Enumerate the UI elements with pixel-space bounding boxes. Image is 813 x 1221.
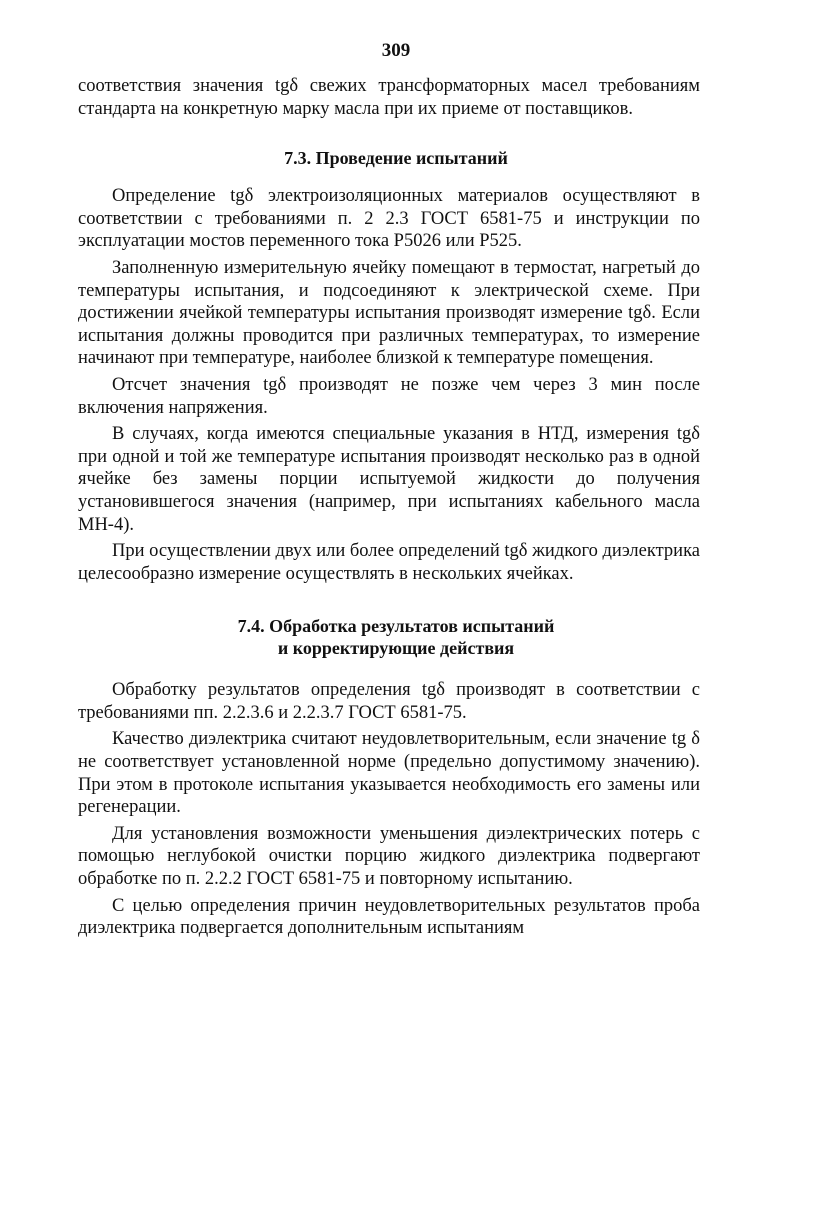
paragraph-7-3-3: Отсчет значения tgδ производят не позже чем через 3 мин после включения напряжения.: [78, 374, 700, 418]
intro-paragraph: соответствия значения tgδ свежих трансформаторных масел требованиям стандарта на конкретную марку масла при их приеме от поставщиков.: [78, 76, 700, 119]
document-page: [78, 40, 700, 944]
paragraph-7-3-5: При осуществлении двух или более определений tgδ жидкого диэлектрика целесообразно измерение осуществлять в нескольких ячейках.: [78, 541, 700, 584]
page-number: 309: [381, 40, 411, 61]
paragraph-7-4-1: Обработку результатов определения tgδ производят в соответствии с требованиями пп. 2.2.3.6 и 2.2.3.7 ГОСТ 6581-75.: [78, 680, 700, 723]
paragraph-7-4-2: Качество диэлектрика считают неудовлетворительным, если значение tg δ не соответствует установленной норме (предельно допустимому значению). При этом в протоколе испытания указывается необходимость его замены или регенерации.: [78, 729, 700, 818]
paragraph-7-3-1: Определение tgδ электроизоляционных материалов осуществляют в соответствии с требованиями п. 2 2.3 ГОСТ 6581-75 и инструкции по эксплуатации мостов переменного тока Р5026 или Р525.: [78, 186, 700, 252]
paragraph-7-3-2: Заполненную измерительную ячейку помещают в термостат, нагретый до температуры испытания, и подсоединяют к электрической схеме. При достижении ячейкой температуры испытания производят измерение tgδ. Если испытания должны проводится при различных температурах, то измерение начинают при температуре, наиболее близкой к температуре помещения.: [78, 257, 700, 369]
paragraph-7-4-3: Для установления возможности уменьшения диэлектрических потерь с помощью неглубокой очистки порцию жидкого диэлектрика подвергают обработке по п. 2.2.2 ГОСТ 6581-75 и повторному испытанию.: [78, 823, 700, 890]
paragraph-7-3-4: В случаях, когда имеются специальные указания в НТД, измерения tgδ при одной и той же температуре испытания производят несколько раз в одной ячейке без замены порции испытуемой жидкости до получения установившегося значения (например, при испытаниях кабельного масла МН-4).: [78, 424, 700, 535]
section-heading-7-4-line2: и корректирующие действия: [277, 638, 515, 659]
section-heading-7-4-line1: 7.4. Обработка результатов испытаний: [237, 616, 555, 637]
paragraph-7-4-4: С целью определения причин неудовлетворительных результатов проба диэлектрика подвергается дополнительным испытаниям: [78, 895, 700, 939]
section-heading-7-3: 7.3. Проведение испытаний: [284, 148, 508, 169]
